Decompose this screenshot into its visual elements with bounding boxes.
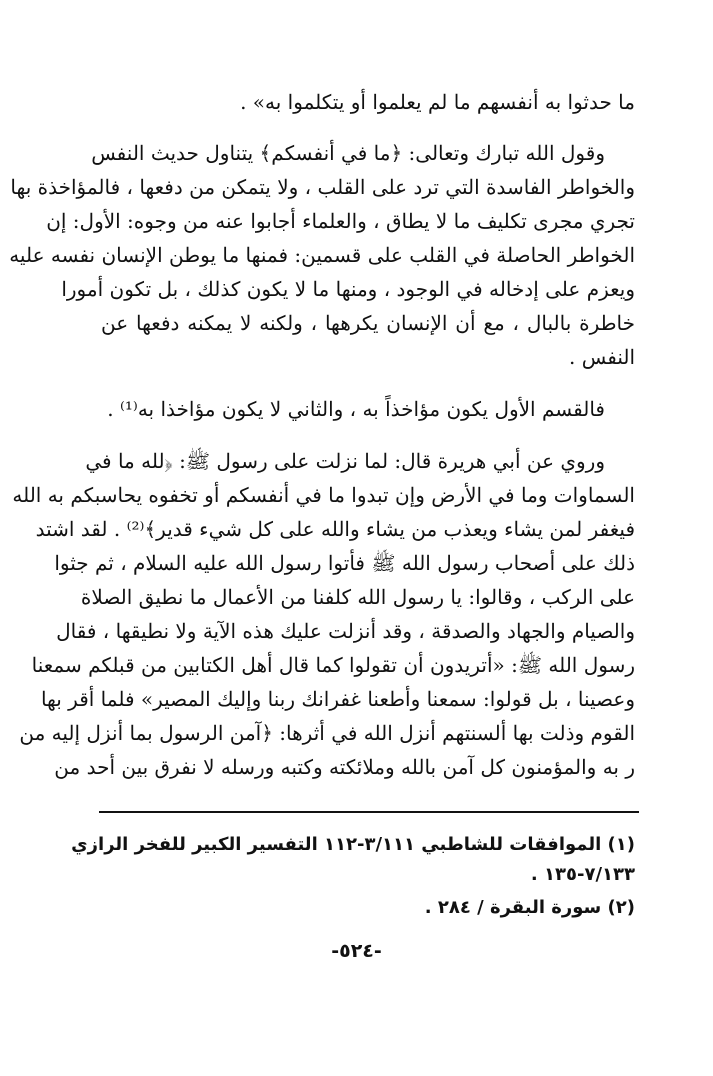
body-line-15: والصيام والجهاد والصدقة ، وقد أنزلت عليك هذه الآية ولا نطيقها ، فقال	[56, 619, 635, 643]
body-line-16: رسول الله ﷺ: «أتريدون أن تقولوا كما قال أهل الكتابين من قبلكم سمعنا	[31, 653, 635, 677]
body-line-3: والخواطر الفاسدة التي ترد على القلب ، ولا يتمكن من دفعها ، فالمؤاخذة بها	[10, 175, 635, 199]
body-line-1: ما حدثوا به أنفسهم ما لم يعلموا أو يتكلموا به» .	[240, 90, 635, 114]
body-line-11: السماوات وما في الأرض وإن تبدوا ما في أنفسكم أو تخفوه يحاسبكم به الله	[12, 483, 635, 507]
footnote-1: (١) الموافقات للشاطبي ٣/١١١-١١٢ التفسير الكبير للفخر الرازي	[71, 834, 635, 855]
body-line-2: وقول الله تبارك وتعالى: ﴿ما في أنفسكم﴾ يتناول حديث النفس	[91, 141, 605, 165]
body-line-14: على الركب ، وقالوا: يا رسول الله كلفنا من الأعمال ما نطيق الصلاة	[80, 585, 635, 609]
body-line-6: ويعزم على إدخاله في الوجود ، ومنها ما لا يكون كذلك ، بل تكون أمورا	[61, 277, 635, 301]
body-line-17: وعصينا ، بل قولوا: سمعنا وأطعنا غفرانك ربنا وإليك المصير» فلما أقر بها	[40, 687, 635, 711]
body-line-13: ذلك على أصحاب رسول الله ﷺ فأتوا رسول الله عليه السلام ، ثم جثوا	[54, 551, 635, 575]
footnote-separator	[99, 811, 639, 813]
body-line-19: ر به والمؤمنون كل آمن بالله وملائكته وكتبه ورسله لا نفرق بين أحد من	[54, 755, 635, 779]
body-line-9: فالقسم الأول يكون مؤاخذاً به ، والثاني لا يكون مؤاخذا به⁽¹⁾ .	[107, 397, 605, 421]
footnote-1-continued: ٧/١٣٣-١٣٥ .	[530, 864, 635, 885]
body-line-5: الخواطر الحاصلة في القلب على قسمين: فمنها ما يوطن الإنسان نفسه عليه	[9, 243, 635, 267]
footnote-2: (٢) سورة البقرة / ٢٨٤ .	[424, 897, 635, 918]
body-line-10: وروي عن أبي هريرة قال: لما نزلت على رسول ﷺ: ﴿لله ما في	[85, 449, 605, 473]
body-line-12: فيغفر لمن يشاء ويعذب من يشاء والله على كل شيء قدير﴾⁽²⁾ . لقد اشتد	[35, 517, 635, 541]
body-line-4: تجري مجرى تكليف ما لا يطاق ، والعلماء أجابوا عنه من وجوه: الأول: إن	[46, 209, 635, 233]
body-line-18: القوم وذلت بها ألسنتهم أنزل الله في أثرها: ﴿آمن الرسول بما أنزل إليه من	[19, 721, 635, 745]
body-line-8: النفس .	[568, 345, 635, 369]
page-number: -٥٢٤-	[331, 940, 382, 962]
body-line-7: خاطرة بالبال ، مع أن الإنسان يكرهها ، ولكنه لا يمكنه دفعها عن	[101, 311, 635, 335]
